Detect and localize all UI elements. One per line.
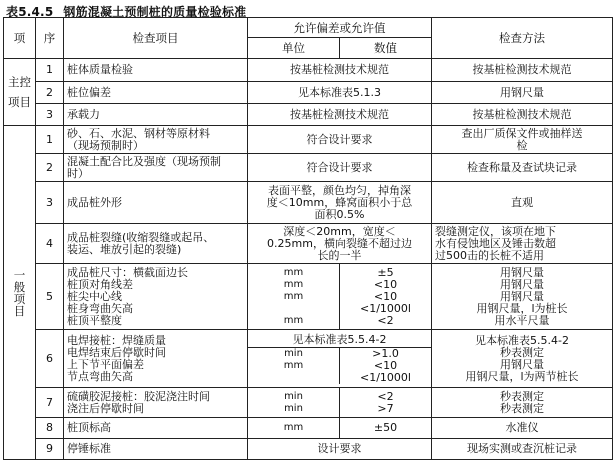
table-row [4, 82, 613, 104]
tolerance-cell: 表面平整，颜色均匀，掉角深 度＜10mm，蜂窝面积小于总 面积0.5% [248, 182, 432, 224]
check-item-cell: 停锤标准 [64, 439, 248, 460]
header-seq: 序 [36, 18, 64, 59]
table-row [4, 418, 613, 439]
check-item-cell: 桩顶标高 [64, 418, 248, 439]
check-item-cell: 成品桩裂缝(收缩裂缝或起吊、 装运、堆放引起的裂缝) [64, 224, 248, 264]
seq-cell: 4 [36, 224, 64, 264]
table-row [4, 439, 613, 460]
header-method: 检查方法 [432, 18, 613, 59]
method-cell: 见本标准表5.5.4-2 秒表测定 用钢尺量 用钢尺量，l为两节桩长 [432, 330, 613, 388]
method-cell: 裂缝测定仪，该项在地下 水有侵蚀地区及锤击数超 过500击的长桩不适用 [432, 224, 613, 264]
header-tolerance: 允许偏差或允许值 [248, 18, 432, 38]
value-cell: ±5 <10 <10 <1/1000l <2 [340, 264, 432, 330]
general-label: 一 般 项 目 [4, 126, 36, 460]
table-row [4, 59, 613, 82]
check-item-cell: 成品桩尺寸：横截面边长 桩顶对角线差 桩尖中心线 桩身弯曲矢高 桩顶平整度 [64, 264, 248, 330]
seq-cell: 2 [36, 82, 64, 104]
tolerance-cell: 设计要求 [248, 439, 432, 460]
seq-cell: 3 [36, 104, 64, 126]
check-item-cell: 承载力 [64, 104, 248, 126]
table-number: 表5.4.5 [6, 5, 54, 19]
table-row [4, 388, 613, 418]
value-cell: <2 >7 [340, 388, 432, 418]
method-cell: 检查称量及查试块记录 [432, 154, 613, 182]
seq-cell: 8 [36, 418, 64, 439]
table-row [4, 126, 613, 154]
method-cell: 按基桩检测技术规范 [432, 59, 613, 82]
check-item-cell: 成品桩外形 [64, 182, 248, 224]
unit-cell: mm [248, 418, 340, 439]
tolerance-subtable [248, 333, 431, 384]
seq-cell: 2 [36, 154, 64, 182]
check-item-cell: 砂、石、水泥、钢材等原材料 （现场预制时） [64, 126, 248, 154]
tolerance-cell: 按基桩检测技术规范 [248, 59, 432, 82]
check-item-cell: 硫磺胶泥接桩：胶泥浇注时间 浇注后停歇时间 [64, 388, 248, 418]
seq-cell: 3 [36, 182, 64, 224]
check-item-cell: 电焊接桩：焊缝质量 电焊结束后停歇时间 上下节平面偏差 节点弯曲矢高 [64, 330, 248, 388]
table-title-text: 钢筋混凝土预制桩的质量检验标准 [63, 5, 247, 19]
value-cell: ±50 [340, 418, 432, 439]
check-item-cell: 桩体质量检验 [64, 59, 248, 82]
header-row [4, 18, 613, 38]
unit-cell: mm mm mm mm [248, 264, 340, 330]
header-check-item: 检查项目 [64, 18, 248, 59]
tolerance-cell: 深度＜20mm，宽度＜ 0.25mm，横向裂缝不超过边 长的一半 [248, 224, 432, 264]
check-item-cell: 混凝土配合比及强度（现场预制 时） [64, 154, 248, 182]
method-cell: 用钢尺量 用钢尺量 用钢尺量 用钢尺量，l为桩长 用水平尺量 [432, 264, 613, 330]
method-cell: 查出厂质保文件或抽样送 检 [432, 126, 613, 154]
tolerance-cell: 符合设计要求 [248, 126, 432, 154]
method-cell: 秒表测定 秒表测定 [432, 388, 613, 418]
seq-cell: 5 [36, 264, 64, 330]
method-cell: 按基桩检测技术规范 [432, 104, 613, 126]
seq-cell: 1 [36, 126, 64, 154]
method-cell: 直观 [432, 182, 613, 224]
header-unit: 单位 [248, 38, 340, 59]
method-cell: 水准仪 [432, 418, 613, 439]
tolerance-cell: 按基桩检测技术规范 [248, 104, 432, 126]
header-item: 项 [4, 18, 36, 59]
table-row [4, 104, 613, 126]
tolerance-first-value: 见本标准表5.5.4-2 [248, 333, 431, 348]
tolerance-cell [248, 330, 432, 388]
method-cell: 现场实测或查沉桩记录 [432, 439, 613, 460]
unit-cell: min mm [248, 348, 340, 385]
seq-cell: 1 [36, 59, 64, 82]
seq-cell: 6 [36, 330, 64, 388]
unit-cell: min min [248, 388, 340, 418]
check-item-cell: 桩位偏差 [64, 82, 248, 104]
method-cell: 用钢尺量 [432, 82, 613, 104]
table-row [4, 224, 613, 264]
seq-cell: 9 [36, 439, 64, 460]
header-value: 数值 [340, 38, 432, 59]
tolerance-cell: 符合设计要求 [248, 154, 432, 182]
quality-standard-table [3, 17, 613, 460]
table-row [4, 154, 613, 182]
tolerance-cell: 见本标准表5.1.3 [248, 82, 432, 104]
table-row [4, 264, 613, 330]
seq-cell: 7 [36, 388, 64, 418]
value-cell: >1.0 <10 <1/1000l [360, 347, 411, 384]
table-row [4, 330, 613, 388]
main-control-label: 主控 项目 [4, 59, 36, 126]
table-row [4, 182, 613, 224]
